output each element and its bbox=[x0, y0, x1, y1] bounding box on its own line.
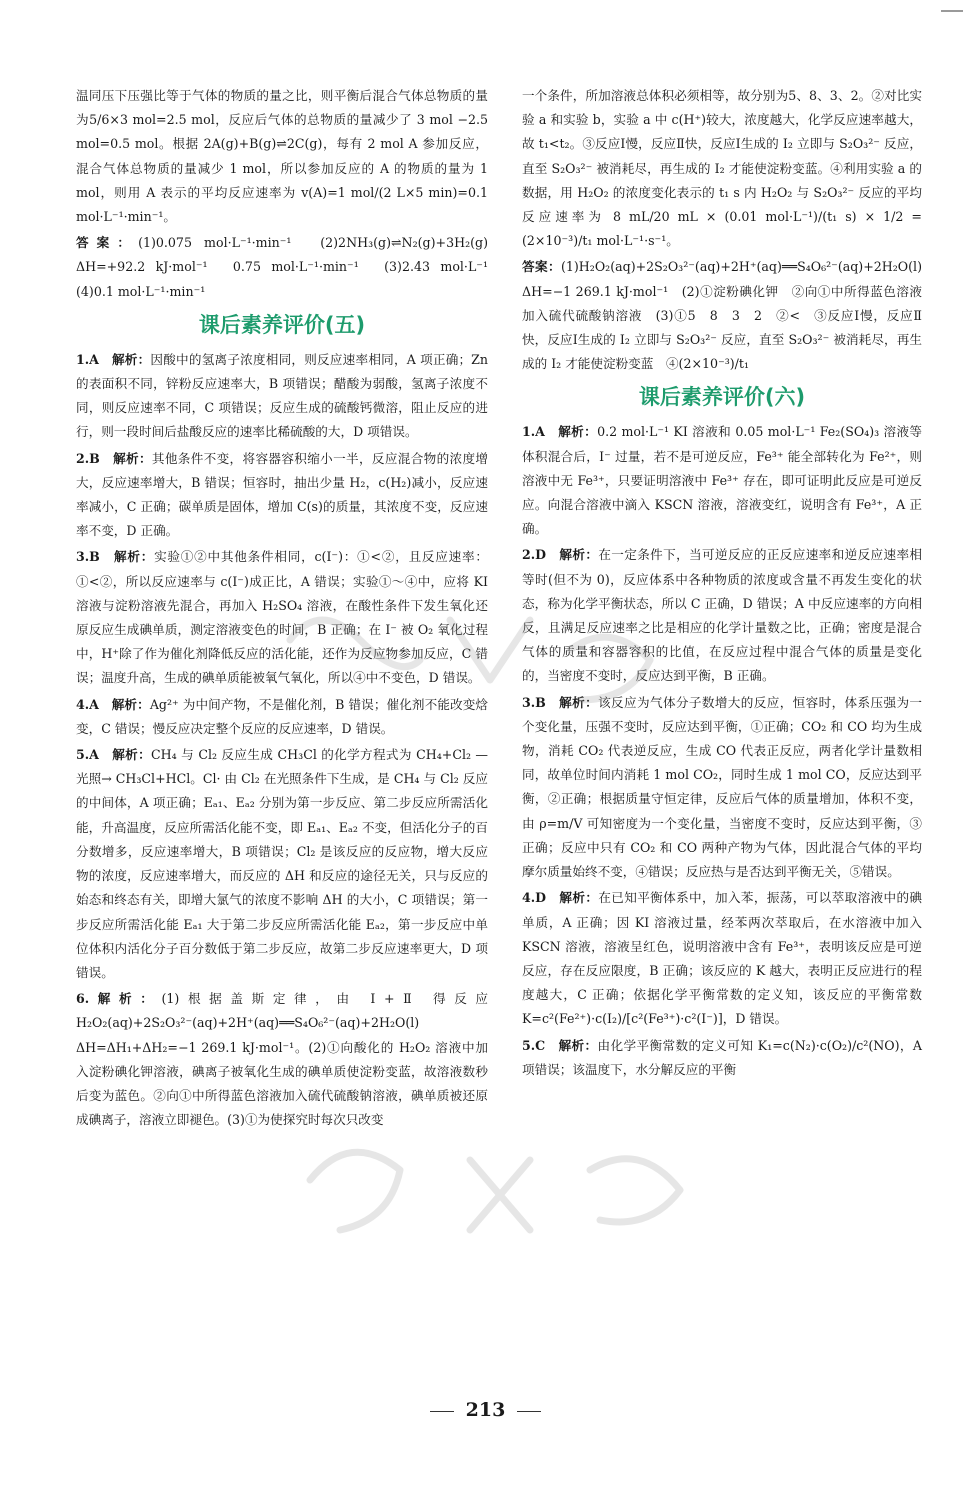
watermark-stroke bbox=[310, 1152, 400, 1230]
item-label: 解析： bbox=[558, 424, 598, 440]
answer-text: (1)0.075 mol·L⁻¹·min⁻¹ (2)2NH₃(g)⇌N₂(g)+3H₂(g) ΔH=+92.2 kJ·mol⁻¹ 0.75 mol·L⁻¹·min⁻¹ (3)2.43 mol·L⁻¹ (4)0.1 mol·L⁻¹·min⁻¹ bbox=[76, 235, 501, 299]
item-number: 3.B bbox=[76, 549, 100, 565]
list-item bbox=[522, 691, 922, 885]
item-text: Ag²⁺ 为中间产物，不是催化剂，B 错误；催化剂不能改变焓变，C 错误；慢反应决定整个反应的反应速率，D 错误。 bbox=[76, 696, 489, 736]
item-label: 解析： bbox=[112, 747, 152, 763]
right-column bbox=[522, 84, 935, 1084]
item-text: 由化学平衡常数的定义可知 K₁=c(N₂)·c(O₂)/c²(NO)，A 项错误；该温度下，水分解反应的平衡 bbox=[522, 1037, 923, 1077]
item-number: 4.A bbox=[76, 696, 99, 712]
list-item bbox=[76, 348, 488, 445]
item-text: 该反应为气体分子数增大的反应，恒容时，体系压强为一个变化量，压强不变时，反应达到平衡，①正确；CO₂ 和 CO 均为生成物，消耗 CO₂ 代表逆反应，生成 CO 代表正反应，两者化学计量数相同，故单位时间内消耗 1 mol CO₂，同时生成 1 mol CO，反应达到平衡，②正确；根据质量守恒定律，反应后气体的质量增加，体积不变，由 ρ=m/V 可知密度为一个变化量，当密度不变时，反应达到平衡，③正确；反应中只有 CO₂ 和 CO 两种产物为气体，因此混合气体的平均摩尔质量始终不变，④错误；反应热与是否达到平衡无关，⑤错误。 bbox=[522, 694, 923, 880]
item-label: 解析： bbox=[559, 890, 599, 906]
item-number: 5.C bbox=[522, 1037, 546, 1053]
item-text: 0.2 mol·L⁻¹ KI 溶液和 0.05 mol·L⁻¹ Fe₂(SO₄)₃ 溶液等体积混合后，I⁻ 过量，若不是可逆反应，Fe³⁺ 能全部转化为 Fe²⁺，则溶液中无 Fe³⁺，只要证明溶液中 Fe³⁺ 存在，即可证明此反应是可逆反应。向混合溶液中滴入 KSCN 溶液，溶液变红，说明含有 Fe³⁺，A 正确。 bbox=[522, 424, 923, 537]
item-number: 1.A bbox=[522, 424, 545, 440]
item-number: 5.A bbox=[76, 747, 99, 763]
item-text: 在已知平衡体系中，加入苯，振荡，可以萃取溶液中的碘单质，A 正确；因 KI 溶液过量，经苯两次萃取后，在水溶液中加入 KSCN 溶液，溶液呈红色，说明溶液中含有 Fe³⁺，表明该反应是可逆反应，存在反应限度，B 正确；该反应的 K 越大，表明正反应进行的程度越大，C 正确；依据化学平衡常数的定义知，该反应的平衡常数 K=c²(Fe²⁺)·c(I₂)/[c²(Fe³⁺)·c²(I⁻)]，D 错误。 bbox=[522, 890, 923, 1027]
item-text: 其他条件不变，将容器容积缩小一半，反应混合物的浓度增大，反应速率增大，B 错误；恒容时，抽出少量 H₂，c(H₂)减小，反应速率减小，C 正确；碳单质是固体，增加 C(s)的质量，其浓度不变，反应速率不变，D 正确。 bbox=[76, 450, 489, 539]
item-number: 6. bbox=[76, 991, 90, 1007]
list-item bbox=[76, 693, 488, 741]
list-item bbox=[522, 420, 922, 541]
item-label: 解析： bbox=[89, 991, 162, 1007]
list-item bbox=[76, 987, 488, 1132]
item-text: 实验①②中其他条件相同，c(I⁻)：①<②，且反应速率：①<②，所以反应速率与 c(I⁻)成正比，A 错误；实验①～④中，应将 KI 溶液与淀粉溶液先混合，再加入 H₂SO₄ 溶液，在酸性条件下发生氧化还原反应生成碘单质，测定溶液变色的时间，B 正确；在 I⁻ 被 O₂ 氧化过程中，H⁺除了作为催化剂降低反应的活化能，还作为反应物参加反应，C 错误；温度升高，生成的碘单质能被氧气氧化，所以④中不变色，D 错误。 bbox=[76, 549, 489, 686]
answer-label: 答案： bbox=[76, 235, 139, 251]
section-title-6: 课后素养评价(六) bbox=[638, 385, 806, 410]
item-number: 3.B bbox=[522, 694, 546, 710]
page-number-dash-right bbox=[517, 1411, 541, 1412]
item-number: 4.D bbox=[522, 890, 547, 906]
item-text: (1)根据盖斯定律，由 Ⅰ+Ⅱ 得反应 H₂O₂(aq)+2S₂O₃²⁻(aq)+2H⁺(aq)══S₄O₆²⁻(aq)+2H₂O(l) ΔH=ΔH₁+ΔH₂=−1 269.1 kJ·mol⁻¹。(2)①向酸化的 H₂O₂ 溶液中加入淀粉碘化钾溶液，碘离子被氧化生成的碘单质使淀粉变蓝，故溶液数秒后变为蓝色。②向①中所得蓝色溶液加入硫代硫酸钠溶液，碘单质被还原成碘离子，溶液立即褪色。(3)①为使探究时每次只改变 bbox=[76, 991, 489, 1128]
item-label: 解析： bbox=[559, 547, 599, 563]
item-number: 2.B bbox=[76, 450, 100, 466]
right-answer bbox=[522, 255, 935, 376]
item-text: CH₄ 与 Cl₂ 反应生成 CH₃Cl 的化学方程式为 CH₄+Cl₂ —光照→ CH₃Cl+HCl。Cl· 由 Cl₂ 在光照条件下生成，是 CH₄ 与 Cl₂ 反应的中间体，A 项正确；Eₐ₁、Eₐ₂ 分别为第一步反应、第二步反应所需活化能，升高温度，反应所需活化能不变，即 Eₐ₁、Eₐ₂ 不变，但活化分子的百分数增多，反应速率增大，B 项错误；Cl₂ 是该反应的反应物，增大反应物的浓度，反应速率增大，而反应的 ΔH 和反应的途径无关，只与反应的始态和终态有关，即增大氯气的浓度不影响 ΔH 的大小，C 项错误；第一步反应所需活化能 Eₐ₁ 大于第二步反应所需活化能 Eₐ₂，第一步反应中单位体积内活化分子百分数低于第二步反应，故第二步反应速率更大，D 项错误。 bbox=[76, 747, 489, 980]
item-label: 解析： bbox=[559, 694, 599, 710]
answer-label: 答案： bbox=[522, 259, 561, 275]
page-number-value: 213 bbox=[465, 1399, 506, 1421]
list-item bbox=[522, 886, 922, 1031]
left-column bbox=[76, 84, 501, 1134]
list-item bbox=[522, 543, 922, 688]
answer-text: (1)H₂O₂(aq)+2S₂O₃²⁻(aq)+2H⁺(aq)══S₄O₆²⁻(aq)+2H₂O(l) ΔH=−1 269.1 kJ·mol⁻¹ (2)①淀粉碘化钾 ②向①中所得蓝色溶液加入硫代硫酸钠溶液 (3)①5 8 3 2 ②< ③反应Ⅰ慢，反应Ⅱ快，反应Ⅰ生成的 I₂ 立即与 S₂O₃²⁻ 反应，直至 S₂O₃²⁻ 被消耗尽，再生成的 I₂ 才能使淀粉变蓝 ④(2×10⁻³)/t₁ bbox=[522, 259, 935, 372]
list-item bbox=[522, 1034, 922, 1082]
right-intro: 一个条件，所加溶液总体积必须相等，故分别为5、8、3、2。②对比实验 a 和实验 b，实验 a 中 c(H⁺)较大，浓度越大，化学反应速率越大，故 t₁<t₂。③反应Ⅰ慢，反应Ⅱ快，反应Ⅰ生成的 I₂ 立即与 S₂O₃²⁻ 反应，直至 S₂O₃²⁻ 被消耗尽，再生成的 I₂ 才能使淀粉变蓝。④利用实验 a 的数据，用 H₂O₂ 的浓度变化表示的 t₁ s 内 H₂O₂ 与 S₂O₃²⁻ 反应的平均反应速率为 8 mL/20 mL × (0.01 mol·L⁻¹)/(t₁ s) × 1/2 = (2×10⁻³)/t₁ mol·L⁻¹·s⁻¹。 bbox=[522, 88, 922, 249]
item-number: 1.A bbox=[76, 351, 99, 367]
page-number-dash-left bbox=[430, 1411, 454, 1412]
corner-mark bbox=[941, 10, 963, 12]
item-text: 在一定条件下，当可逆反应的正反应速率和逆反应速率相等时(但不为 0)，反应体系中各种物质的浓度或含量不再发生变化的状态，称为化学平衡状态，所以 C 正确，D 错误；A 中反应速率的方向相反，且满足反应速率之比是相应的化学计量数之比，正确；密度是混合气体的质量和容器容积的比值，在反应过程中混合气体的质量是变化的，当密度不变时，反应达到平衡，B 正确。 bbox=[522, 547, 923, 684]
watermark-stroke bbox=[590, 1159, 680, 1222]
list-item bbox=[76, 743, 488, 985]
item-label: 解析： bbox=[558, 1037, 598, 1053]
item-label: 解析： bbox=[111, 351, 151, 367]
watermark-stroke bbox=[470, 1160, 530, 1230]
item-text: 因酸中的氢离子浓度相同，则反应速率相同，A 项正确；Zn 的表面积不同，锌粉反应速率大，B 项错误；醋酸为弱酸，氢离子浓度不同，则反应速率不同，C 项错误；反应生成的硫酸钙微溶，阻止反应的进行，则一段时间后盐酸反应的速率比稀硫酸的大，D 项错误。 bbox=[76, 351, 488, 440]
page-number bbox=[0, 1396, 971, 1424]
list-item bbox=[76, 545, 488, 690]
item-number: 2.D bbox=[522, 547, 547, 563]
section-title-5: 课后素养评价(五) bbox=[198, 312, 366, 337]
item-label: 解析： bbox=[111, 696, 150, 712]
left-answer bbox=[76, 231, 501, 304]
left-intro: 温同压下压强比等于气体的物质的量之比，则平衡后混合气体总物质的量为5/6×3 mol=2.5 mol，反应后气体的总物质的量减少了 3 mol −2.5 mol=0.5 mol。根据 2A(g)+B(g)⇌2C(g)，每有 2 mol A 参加反应，混合气体总物质的量减少 1 mol，所以参加反应的 A 的物质的量为 1 mol，则用 A 表示的平均反应速率为 v(A)=1 mol/(2 L×5 min)=0.1 mol·L⁻¹·min⁻¹。 bbox=[76, 88, 488, 225]
list-item bbox=[76, 447, 488, 544]
item-label: 解析： bbox=[113, 549, 155, 565]
item-label: 解析： bbox=[113, 450, 152, 466]
